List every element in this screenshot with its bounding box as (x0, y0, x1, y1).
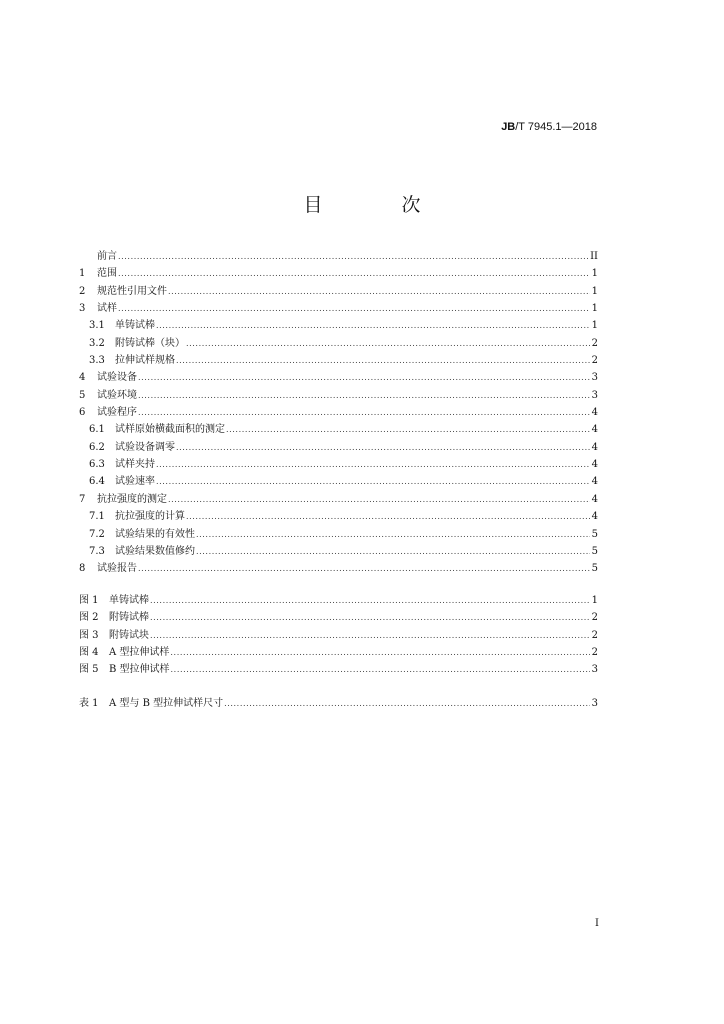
figure-entry-number: 图 5 (79, 664, 99, 676)
toc-main-list (79, 251, 598, 581)
figure-entry-page: 3 (591, 664, 598, 676)
dot-leader (170, 647, 589, 659)
toc-entry-page: 4 (591, 476, 598, 488)
figure-entry-number: 图 2 (79, 612, 99, 624)
toc-entry-page: 2 (591, 337, 598, 349)
toc-entry[interactable] (79, 511, 598, 528)
figure-entry-page: 2 (591, 629, 598, 641)
figure-entry[interactable] (79, 595, 598, 612)
dot-leader (138, 372, 590, 384)
toc-entry-title: 试验结果的有效性 (115, 528, 195, 540)
toc-entry-number: 6.2 (89, 441, 105, 453)
document-code-rest: /T 7945.1—2018 (515, 121, 597, 133)
dot-leader (118, 251, 588, 263)
dot-leader (176, 442, 590, 454)
toc-entry-page: 4 (591, 441, 598, 453)
page-number: I (595, 918, 599, 929)
toc-entry-title: 试样夹持 (115, 459, 155, 471)
toc-entry-title: 试验报告 (97, 563, 137, 575)
figure-entry-title: 单铸试棒 (109, 595, 149, 606)
dot-leader (196, 529, 590, 541)
toc-entry-number: 3.2 (89, 337, 105, 349)
toc-entry-title: 单铸试棒 (115, 320, 155, 332)
dot-leader (138, 390, 590, 402)
figure-entry[interactable] (79, 612, 598, 629)
figure-entry[interactable] (79, 630, 598, 647)
toc-entry[interactable] (79, 251, 598, 268)
toc-entry-title: 试样原始横截面积的测定 (115, 424, 225, 436)
figure-entry-page: 1 (591, 595, 598, 606)
toc-entry-number: 5 (79, 389, 86, 401)
toc-entry-number: 6.3 (89, 459, 105, 471)
toc-entry[interactable] (79, 424, 598, 441)
dot-leader (171, 664, 590, 676)
dot-leader (156, 476, 590, 488)
figure-entry-title: B 型拉伸试样 (109, 664, 170, 676)
figure-entry-page: 2 (591, 612, 598, 624)
toc-entry-page: 4 (591, 511, 598, 523)
toc-entry[interactable] (79, 372, 598, 389)
toc-entry[interactable] (79, 286, 598, 303)
dot-leader (156, 320, 590, 332)
document-code (501, 121, 597, 133)
toc-entry[interactable] (79, 529, 598, 546)
toc-entry-title: 试验环境 (97, 389, 137, 401)
page-title: 目 次 (303, 194, 451, 216)
toc-entry[interactable] (79, 476, 598, 493)
figure-entry-number: 图 1 (79, 595, 99, 606)
table-entry-page: 3 (591, 698, 598, 709)
toc-entry-page: 3 (591, 389, 598, 401)
toc-entry-page: 1 (591, 303, 598, 315)
toc-entry-page: 4 (591, 459, 598, 471)
toc-entry-number: 3.1 (89, 320, 105, 332)
toc-entry-number: 7.1 (89, 511, 105, 523)
figure-entry-title: A 型拉伸试样 (109, 647, 170, 659)
figure-entry-title: 附铸试棒 (109, 612, 149, 624)
figure-entry-number: 图 4 (79, 647, 99, 659)
dot-leader (176, 355, 590, 367)
dot-leader (156, 459, 590, 471)
dot-leader (118, 268, 590, 280)
toc-entry-number: 3.3 (89, 355, 105, 367)
toc-entry-page: 5 (591, 528, 598, 540)
toc-entry-page: 1 (591, 320, 598, 332)
toc-entry-number: 1 (79, 268, 86, 280)
toc-entry-title: 前言 (97, 251, 117, 262)
dot-leader (150, 612, 590, 624)
toc-entry-number: 7 (79, 493, 86, 505)
toc-entry-title: 试验设备调零 (115, 441, 175, 453)
toc-figures-list (79, 595, 598, 682)
figure-entry-number: 图 3 (79, 629, 99, 641)
dot-leader (118, 303, 590, 315)
figure-entry[interactable] (79, 664, 598, 681)
toc-entry-title: 试验程序 (97, 407, 137, 419)
dot-leader (226, 424, 590, 436)
toc-entry-page: 1 (591, 268, 598, 280)
table-entry-number: 表 1 (79, 698, 99, 709)
dot-leader (186, 338, 590, 350)
toc-entry[interactable] (79, 390, 598, 407)
dot-leader (138, 407, 590, 419)
toc-entry[interactable] (79, 320, 598, 337)
toc-entry[interactable] (79, 407, 598, 424)
dot-leader (196, 546, 590, 558)
toc-entry-number: 7.3 (89, 545, 105, 557)
toc-entry[interactable] (79, 442, 598, 459)
toc-entry-page: 1 (591, 285, 598, 297)
toc-entry-title: 拉伸试样规格 (115, 355, 175, 367)
toc-entry[interactable] (79, 546, 598, 563)
figure-entry-title: 附铸试块 (109, 629, 149, 641)
toc-entry-page: II (590, 251, 598, 262)
toc-entry-number: 2 (79, 285, 86, 297)
dot-leader (150, 595, 590, 607)
toc-entry-number: 8 (79, 563, 86, 575)
figure-entry[interactable] (79, 647, 598, 664)
toc-entry-title: 抗拉强度的计算 (115, 511, 185, 523)
toc-entry-page: 5 (591, 545, 598, 557)
table-entry-title: A 型与 B 型拉伸试样尺寸 (109, 698, 224, 709)
dot-leader (168, 494, 590, 506)
figure-entry-page: 2 (591, 647, 598, 659)
toc-entry-title: 试验结果数值修约 (115, 545, 195, 557)
toc-entry[interactable] (79, 268, 598, 285)
toc-entry-title: 范围 (97, 268, 117, 280)
toc-entry[interactable] (79, 494, 598, 511)
toc-entry-title: 试验设备 (97, 372, 137, 384)
toc-entry-title: 抗拉强度的测定 (97, 493, 167, 505)
dot-leader (168, 286, 590, 298)
toc-entry-number: 4 (79, 372, 86, 384)
toc-entry[interactable] (79, 355, 598, 372)
toc-entry-page: 4 (591, 424, 598, 436)
dot-leader (186, 511, 590, 523)
toc-entry-number: 6 (79, 407, 86, 419)
toc-entry-title: 附铸试棒（块） (115, 337, 185, 349)
dot-leader (224, 698, 590, 710)
toc-entry[interactable] (79, 338, 598, 355)
toc-entry-number: 3 (79, 303, 86, 315)
toc-entry-title: 试验速率 (115, 476, 155, 488)
dot-leader (138, 563, 590, 575)
toc-entry-page: 3 (591, 372, 598, 384)
toc-entry-page: 4 (591, 407, 598, 419)
toc-entry[interactable] (79, 459, 598, 476)
toc-entry-page: 5 (591, 563, 598, 575)
toc-entry[interactable] (79, 303, 598, 320)
toc-entry-number: 7.2 (89, 528, 105, 540)
document-code-prefix: JB (501, 121, 516, 133)
toc-entry-title: 规范性引用文件 (97, 285, 167, 297)
toc-entry[interactable] (79, 563, 598, 580)
toc-entry-number: 6.1 (89, 424, 105, 436)
table-entry[interactable] (79, 698, 598, 715)
dot-leader (150, 630, 590, 642)
toc-entry-page: 4 (591, 493, 598, 505)
toc-entry-page: 2 (591, 355, 598, 367)
toc-entry-number: 6.4 (89, 476, 105, 488)
toc-entry-title: 试样 (97, 303, 117, 315)
toc-tables-list (79, 698, 598, 715)
